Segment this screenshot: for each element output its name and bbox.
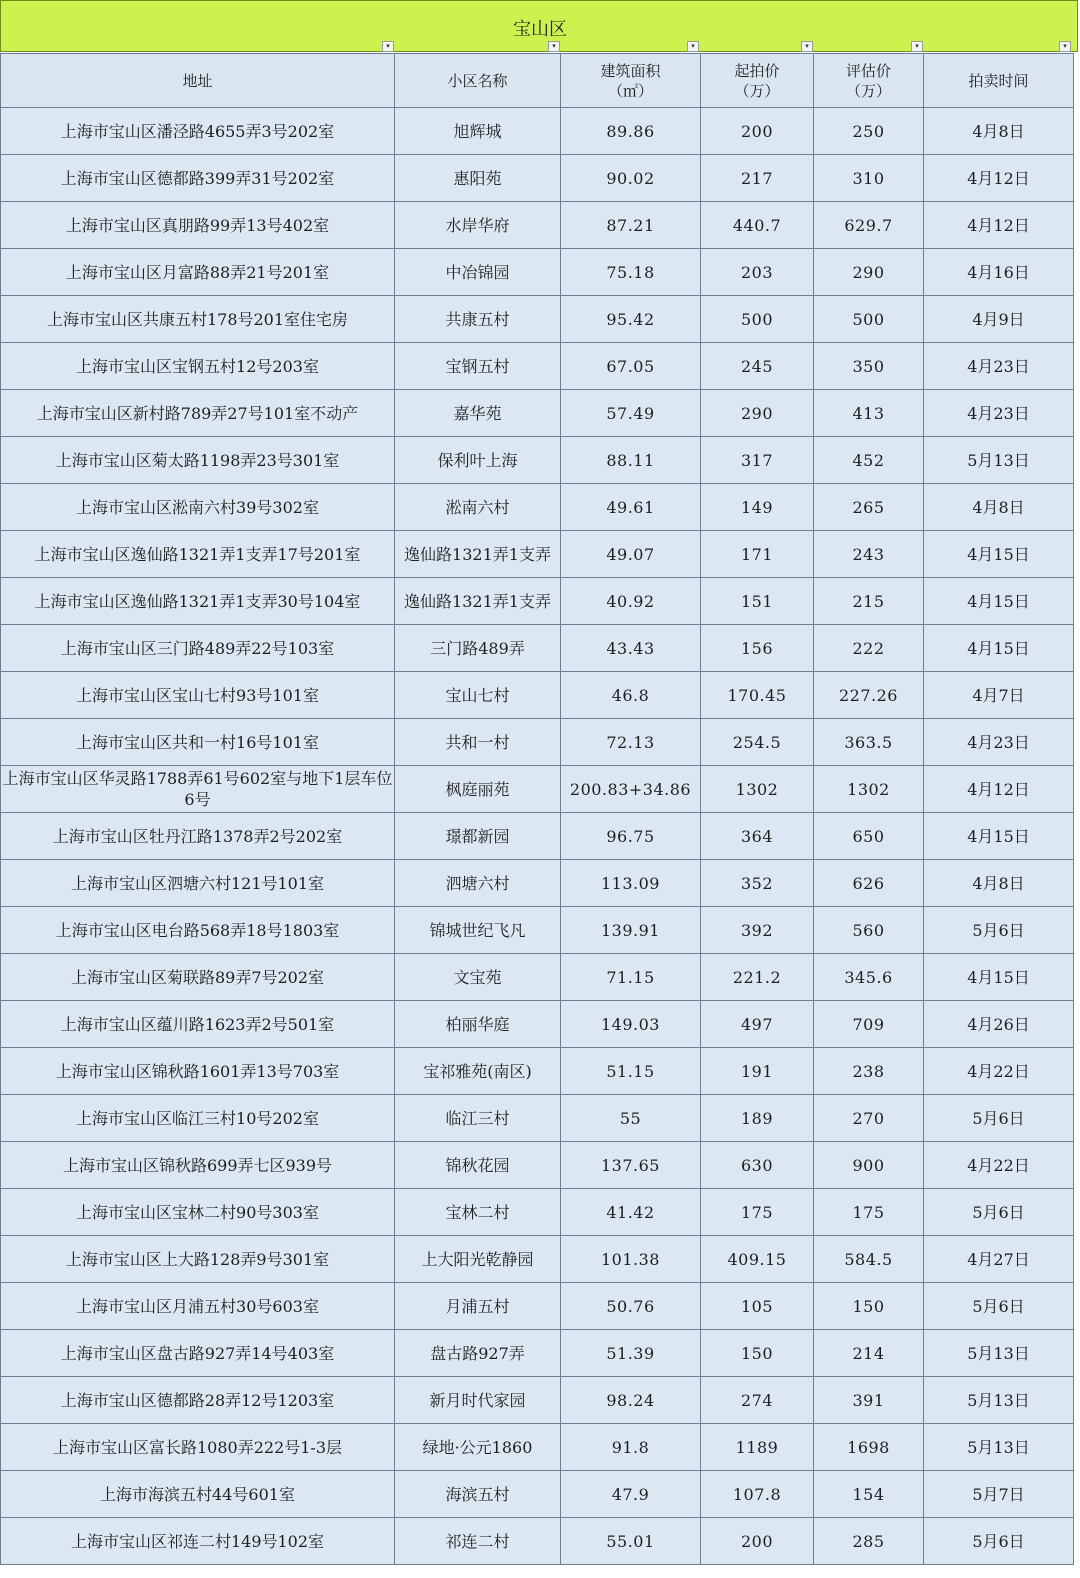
cell-start-price[interactable]: 170.45 [701, 672, 814, 719]
cell-community[interactable]: 淞南六村 [395, 484, 561, 531]
cell-auction-date[interactable]: 4月8日 [924, 860, 1074, 907]
filter-dropdown-community[interactable]: ▾ [548, 41, 560, 52]
table-row [1, 390, 1074, 437]
cell-start-price[interactable]: 150 [701, 1330, 814, 1377]
cell-address[interactable]: 上海市宝山区蕴川路1623弄2号501室 [1, 1001, 395, 1048]
cell-auction-date[interactable]: 4月23日 [924, 343, 1074, 390]
table-row [1, 1518, 1074, 1565]
cell-appraisal[interactable]: 243 [814, 531, 924, 578]
cell-auction-date[interactable]: 5月7日 [924, 1471, 1074, 1518]
cell-address[interactable]: 上海市宝山区上大路128弄9号301室 [1, 1236, 395, 1283]
cell-area[interactable]: 55.01 [561, 1518, 701, 1565]
cell-area[interactable]: 87.21 [561, 202, 701, 249]
filter-dropdown-appraisal[interactable]: ▾ [911, 41, 923, 52]
cell-auction-date[interactable]: 4月12日 [924, 766, 1074, 813]
cell-auction-date[interactable]: 5月6日 [924, 1095, 1074, 1142]
cell-area[interactable]: 89.86 [561, 108, 701, 155]
cell-appraisal[interactable]: 285 [814, 1518, 924, 1565]
cell-start-price[interactable]: 156 [701, 625, 814, 672]
filter-dropdown-auction-date[interactable]: ▾ [1059, 41, 1071, 52]
cell-start-price[interactable]: 175 [701, 1189, 814, 1236]
cell-address[interactable]: 上海市宝山区临江三村10号202室 [1, 1095, 395, 1142]
cell-appraisal[interactable]: 650 [814, 813, 924, 860]
cell-address[interactable]: 上海市宝山区宝林二村90号303室 [1, 1189, 395, 1236]
cell-start-price[interactable]: 364 [701, 813, 814, 860]
filter-dropdown-address[interactable]: ▾ [382, 41, 394, 52]
table-row [1, 296, 1074, 343]
cell-appraisal[interactable]: 900 [814, 1142, 924, 1189]
cell-area[interactable]: 50.76 [561, 1283, 701, 1330]
sheet-title: 宝山区 [513, 19, 567, 40]
cell-auction-date[interactable]: 5月13日 [924, 1424, 1074, 1471]
cell-auction-date[interactable]: 4月8日 [924, 108, 1074, 155]
cell-start-price[interactable]: 189 [701, 1095, 814, 1142]
cell-area[interactable]: 71.15 [561, 954, 701, 1001]
header-appraisal[interactable] [814, 54, 924, 108]
cell-area[interactable]: 57.49 [561, 390, 701, 437]
cell-appraisal[interactable]: 1698 [814, 1424, 924, 1471]
cell-address[interactable]: 上海市宝山区盘古路927弄14号403室 [1, 1330, 395, 1377]
cell-community[interactable]: 柏丽华庭 [395, 1001, 561, 1048]
cell-auction-date[interactable]: 4月7日 [924, 672, 1074, 719]
sheet-title-bar [0, 0, 1078, 52]
cell-start-price[interactable]: 151 [701, 578, 814, 625]
header-area-line1: 建筑面积 [600, 61, 661, 80]
cell-area[interactable]: 67.05 [561, 343, 701, 390]
cell-start-price[interactable]: 221.2 [701, 954, 814, 1001]
cell-area[interactable]: 75.18 [561, 249, 701, 296]
cell-appraisal[interactable]: 363.5 [814, 719, 924, 766]
cell-community[interactable]: 逸仙路1321弄1支弄 [395, 531, 561, 578]
cell-start-price[interactable]: 500 [701, 296, 814, 343]
cell-area[interactable]: 88.11 [561, 437, 701, 484]
cell-address[interactable]: 上海市宝山区宝钢五村12号203室 [1, 343, 395, 390]
header-row [1, 54, 1074, 108]
cell-community[interactable]: 保利叶上海 [395, 437, 561, 484]
header-area-line2: （㎡） [607, 81, 653, 100]
cell-appraisal[interactable]: 265 [814, 484, 924, 531]
cell-area[interactable]: 46.8 [561, 672, 701, 719]
table-row [1, 1424, 1074, 1471]
header-area[interactable] [561, 54, 701, 108]
cell-area[interactable]: 43.43 [561, 625, 701, 672]
cell-appraisal[interactable]: 1302 [814, 766, 924, 813]
header-address[interactable]: 地址 [1, 54, 395, 108]
cell-start-price[interactable]: 352 [701, 860, 814, 907]
cell-area[interactable]: 113.09 [561, 860, 701, 907]
cell-appraisal[interactable]: 175 [814, 1189, 924, 1236]
cell-community[interactable]: 锦秋花园 [395, 1142, 561, 1189]
cell-start-price[interactable]: 254.5 [701, 719, 814, 766]
cell-area[interactable]: 47.9 [561, 1471, 701, 1518]
cell-auction-date[interactable]: 4月15日 [924, 578, 1074, 625]
table-row [1, 1377, 1074, 1424]
header-auction-date[interactable]: 拍卖时间 [924, 54, 1074, 108]
header-start-price[interactable] [701, 54, 814, 108]
cell-community[interactable]: 旭辉城 [395, 108, 561, 155]
cell-address[interactable]: 上海市宝山区德都路28弄12号1203室 [1, 1377, 395, 1424]
cell-address[interactable]: 上海市宝山区菊联路89弄7号202室 [1, 954, 395, 1001]
cell-address[interactable]: 上海市宝山区牡丹江路1378弄2号202室 [1, 813, 395, 860]
cell-address[interactable]: 上海市宝山区新村路789弄27号101室不动产 [1, 390, 395, 437]
filter-dropdown-area[interactable]: ▾ [687, 41, 699, 52]
cell-area[interactable]: 149.03 [561, 1001, 701, 1048]
table-row [1, 1189, 1074, 1236]
cell-start-price[interactable]: 200 [701, 108, 814, 155]
cell-appraisal[interactable]: 626 [814, 860, 924, 907]
cell-start-price[interactable]: 497 [701, 1001, 814, 1048]
cell-area[interactable]: 101.38 [561, 1236, 701, 1283]
cell-area[interactable]: 200.83+34.86 [561, 766, 701, 813]
cell-start-price[interactable]: 191 [701, 1048, 814, 1095]
cell-address[interactable]: 上海市宝山区共和一村16号101室 [1, 719, 395, 766]
cell-start-price[interactable]: 149 [701, 484, 814, 531]
cell-start-price[interactable]: 290 [701, 390, 814, 437]
cell-appraisal[interactable]: 238 [814, 1048, 924, 1095]
cell-address[interactable]: 上海市宝山区逸仙路1321弄1支弄17号201室 [1, 531, 395, 578]
cell-auction-date[interactable]: 4月12日 [924, 155, 1074, 202]
cell-auction-date[interactable]: 4月15日 [924, 813, 1074, 860]
cell-address[interactable]: 上海市宝山区真朋路99弄13号402室 [1, 202, 395, 249]
cell-auction-date[interactable]: 5月6日 [924, 1283, 1074, 1330]
cell-start-price[interactable]: 274 [701, 1377, 814, 1424]
cell-community[interactable]: 三门路489弄 [395, 625, 561, 672]
table-row [1, 484, 1074, 531]
cell-area[interactable]: 139.91 [561, 907, 701, 954]
cell-community[interactable]: 宝祁雅苑(南区) [395, 1048, 561, 1095]
header-appraisal-line2: （万） [845, 81, 891, 100]
cell-community[interactable]: 泗塘六村 [395, 860, 561, 907]
cell-address[interactable]: 上海市宝山区逸仙路1321弄1支弄30号104室 [1, 578, 395, 625]
auction-table [0, 53, 1074, 1565]
cell-appraisal[interactable]: 150 [814, 1283, 924, 1330]
cell-start-price[interactable]: 105 [701, 1283, 814, 1330]
table-row [1, 860, 1074, 907]
cell-community[interactable]: 绿地·公元1860 [395, 1424, 561, 1471]
cell-community[interactable]: 枫庭丽苑 [395, 766, 561, 813]
cell-appraisal[interactable]: 350 [814, 343, 924, 390]
cell-community[interactable]: 共和一村 [395, 719, 561, 766]
cell-address[interactable]: 上海市宝山区祁连二村149号102室 [1, 1518, 395, 1565]
cell-appraisal[interactable]: 413 [814, 390, 924, 437]
cell-auction-date[interactable]: 4月12日 [924, 202, 1074, 249]
cell-community[interactable]: 盘古路927弄 [395, 1330, 561, 1377]
cell-start-price[interactable]: 630 [701, 1142, 814, 1189]
cell-area[interactable]: 137.65 [561, 1142, 701, 1189]
cell-address[interactable]: 上海市宝山区潘泾路4655弄3号202室 [1, 108, 395, 155]
table-row [1, 954, 1074, 1001]
cell-appraisal[interactable]: 270 [814, 1095, 924, 1142]
cell-appraisal[interactable]: 214 [814, 1330, 924, 1377]
cell-auction-date[interactable]: 4月15日 [924, 954, 1074, 1001]
cell-address[interactable]: 上海市宝山区菊太路1198弄23号301室 [1, 437, 395, 484]
cell-appraisal[interactable]: 629.7 [814, 202, 924, 249]
table-row [1, 813, 1074, 860]
cell-address[interactable]: 上海市宝山区月浦五村30号603室 [1, 1283, 395, 1330]
header-start-price-line2: （万） [734, 81, 780, 100]
cell-appraisal[interactable]: 310 [814, 155, 924, 202]
cell-auction-date[interactable]: 5月6日 [924, 1189, 1074, 1236]
table-row [1, 1048, 1074, 1095]
cell-auction-date[interactable]: 5月13日 [924, 1377, 1074, 1424]
cell-auction-date[interactable]: 4月26日 [924, 1001, 1074, 1048]
cell-community[interactable]: 惠阳苑 [395, 155, 561, 202]
cell-community[interactable]: 上大阳光乾静园 [395, 1236, 561, 1283]
cell-auction-date[interactable]: 5月13日 [924, 437, 1074, 484]
cell-area[interactable]: 91.8 [561, 1424, 701, 1471]
cell-appraisal[interactable]: 290 [814, 249, 924, 296]
table-row [1, 155, 1074, 202]
table-row [1, 1095, 1074, 1142]
cell-appraisal[interactable]: 560 [814, 907, 924, 954]
cell-auction-date[interactable]: 5月6日 [924, 1518, 1074, 1565]
header-community[interactable]: 小区名称 [395, 54, 561, 108]
table-row [1, 578, 1074, 625]
table-row [1, 672, 1074, 719]
cell-community[interactable]: 宝林二村 [395, 1189, 561, 1236]
cell-address[interactable]: 上海市宝山区德都路399弄31号202室 [1, 155, 395, 202]
cell-appraisal[interactable]: 500 [814, 296, 924, 343]
cell-address[interactable]: 上海市宝山区泗塘六村121号101室 [1, 860, 395, 907]
cell-appraisal[interactable]: 227.26 [814, 672, 924, 719]
cell-address[interactable]: 上海市宝山区淞南六村39号302室 [1, 484, 395, 531]
cell-area[interactable]: 95.42 [561, 296, 701, 343]
cell-address[interactable]: 上海市宝山区共康五村178号201室住宅房 [1, 296, 395, 343]
cell-community[interactable]: 海滨五村 [395, 1471, 561, 1518]
cell-community[interactable]: 中冶锦园 [395, 249, 561, 296]
cell-auction-date[interactable]: 4月15日 [924, 625, 1074, 672]
cell-appraisal[interactable]: 709 [814, 1001, 924, 1048]
table-row [1, 1142, 1074, 1189]
cell-auction-date[interactable]: 4月23日 [924, 390, 1074, 437]
cell-auction-date[interactable]: 4月22日 [924, 1048, 1074, 1095]
cell-community[interactable]: 祁连二村 [395, 1518, 561, 1565]
table-row [1, 108, 1074, 155]
cell-community[interactable]: 锦城世纪飞凡 [395, 907, 561, 954]
cell-address[interactable]: 上海市海滨五村44号601室 [1, 1471, 395, 1518]
cell-community[interactable]: 月浦五村 [395, 1283, 561, 1330]
cell-appraisal[interactable]: 452 [814, 437, 924, 484]
cell-start-price[interactable]: 203 [701, 249, 814, 296]
header-start-price-line1: 起拍价 [734, 61, 780, 80]
cell-community[interactable]: 共康五村 [395, 296, 561, 343]
cell-auction-date[interactable]: 4月16日 [924, 249, 1074, 296]
table-row [1, 766, 1074, 813]
cell-appraisal[interactable]: 345.6 [814, 954, 924, 1001]
filter-dropdown-start-price[interactable]: ▾ [801, 41, 813, 52]
cell-area[interactable]: 49.61 [561, 484, 701, 531]
cell-start-price[interactable]: 245 [701, 343, 814, 390]
table-row [1, 437, 1074, 484]
table-row [1, 1236, 1074, 1283]
cell-start-price[interactable]: 1302 [701, 766, 814, 813]
table-row [1, 1001, 1074, 1048]
cell-address[interactable]: 上海市宝山区富长路1080弄222号1-3层 [1, 1424, 395, 1471]
table-row [1, 1330, 1074, 1377]
cell-auction-date[interactable]: 5月6日 [924, 907, 1074, 954]
table-row [1, 202, 1074, 249]
table-row [1, 1471, 1074, 1518]
cell-start-price[interactable]: 392 [701, 907, 814, 954]
table-row [1, 531, 1074, 578]
cell-auction-date[interactable]: 4月9日 [924, 296, 1074, 343]
cell-community[interactable]: 璟都新园 [395, 813, 561, 860]
cell-community[interactable]: 新月时代家园 [395, 1377, 561, 1424]
cell-area[interactable]: 72.13 [561, 719, 701, 766]
cell-community[interactable]: 嘉华苑 [395, 390, 561, 437]
cell-appraisal[interactable]: 222 [814, 625, 924, 672]
cell-address[interactable]: 上海市宝山区锦秋路1601弄13号703室 [1, 1048, 395, 1095]
cell-start-price[interactable]: 171 [701, 531, 814, 578]
cell-auction-date[interactable]: 5月13日 [924, 1330, 1074, 1377]
cell-area[interactable]: 51.15 [561, 1048, 701, 1095]
cell-appraisal[interactable]: 250 [814, 108, 924, 155]
cell-community[interactable]: 临江三村 [395, 1095, 561, 1142]
cell-start-price[interactable]: 107.8 [701, 1471, 814, 1518]
cell-address[interactable]: 上海市宝山区宝山七村93号101室 [1, 672, 395, 719]
header-appraisal-line1: 评估价 [845, 61, 891, 80]
cell-start-price[interactable]: 409.15 [701, 1236, 814, 1283]
cell-appraisal[interactable]: 215 [814, 578, 924, 625]
cell-area[interactable]: 51.39 [561, 1330, 701, 1377]
cell-community[interactable]: 宝山七村 [395, 672, 561, 719]
table-row [1, 1283, 1074, 1330]
cell-area[interactable]: 40.92 [561, 578, 701, 625]
cell-start-price[interactable]: 1189 [701, 1424, 814, 1471]
cell-community[interactable]: 水岸华府 [395, 202, 561, 249]
cell-auction-date[interactable]: 4月27日 [924, 1236, 1074, 1283]
cell-appraisal[interactable]: 391 [814, 1377, 924, 1424]
cell-area[interactable]: 55 [561, 1095, 701, 1142]
cell-community[interactable]: 文宝苑 [395, 954, 561, 1001]
cell-appraisal[interactable]: 584.5 [814, 1236, 924, 1283]
table-row [1, 719, 1074, 766]
cell-area[interactable]: 96.75 [561, 813, 701, 860]
cell-auction-date[interactable]: 4月23日 [924, 719, 1074, 766]
cell-appraisal[interactable]: 154 [814, 1471, 924, 1518]
cell-address[interactable]: 上海市宝山区锦秋路699弄七区939号 [1, 1142, 395, 1189]
cell-auction-date[interactable]: 4月8日 [924, 484, 1074, 531]
table-row [1, 625, 1074, 672]
cell-area[interactable]: 98.24 [561, 1377, 701, 1424]
table-row [1, 249, 1074, 296]
cell-start-price[interactable]: 317 [701, 437, 814, 484]
table-row [1, 343, 1074, 390]
cell-start-price[interactable]: 200 [701, 1518, 814, 1565]
cell-address[interactable]: 上海市宝山区电台路568弄18号1803室 [1, 907, 395, 954]
cell-address[interactable]: 上海市宝山区三门路489弄22号103室 [1, 625, 395, 672]
cell-auction-date[interactable]: 4月15日 [924, 531, 1074, 578]
cell-community[interactable]: 逸仙路1321弄1支弄 [395, 578, 561, 625]
cell-auction-date[interactable]: 4月22日 [924, 1142, 1074, 1189]
cell-start-price[interactable]: 217 [701, 155, 814, 202]
cell-area[interactable]: 90.02 [561, 155, 701, 202]
cell-address[interactable]: 上海市宝山区华灵路1788弄61号602室与地下1层车位6号 [1, 766, 395, 813]
cell-area[interactable]: 49.07 [561, 531, 701, 578]
cell-address[interactable]: 上海市宝山区月富路88弄21号201室 [1, 249, 395, 296]
table-row [1, 907, 1074, 954]
cell-area[interactable]: 41.42 [561, 1189, 701, 1236]
cell-start-price[interactable]: 440.7 [701, 202, 814, 249]
cell-community[interactable]: 宝钢五村 [395, 343, 561, 390]
